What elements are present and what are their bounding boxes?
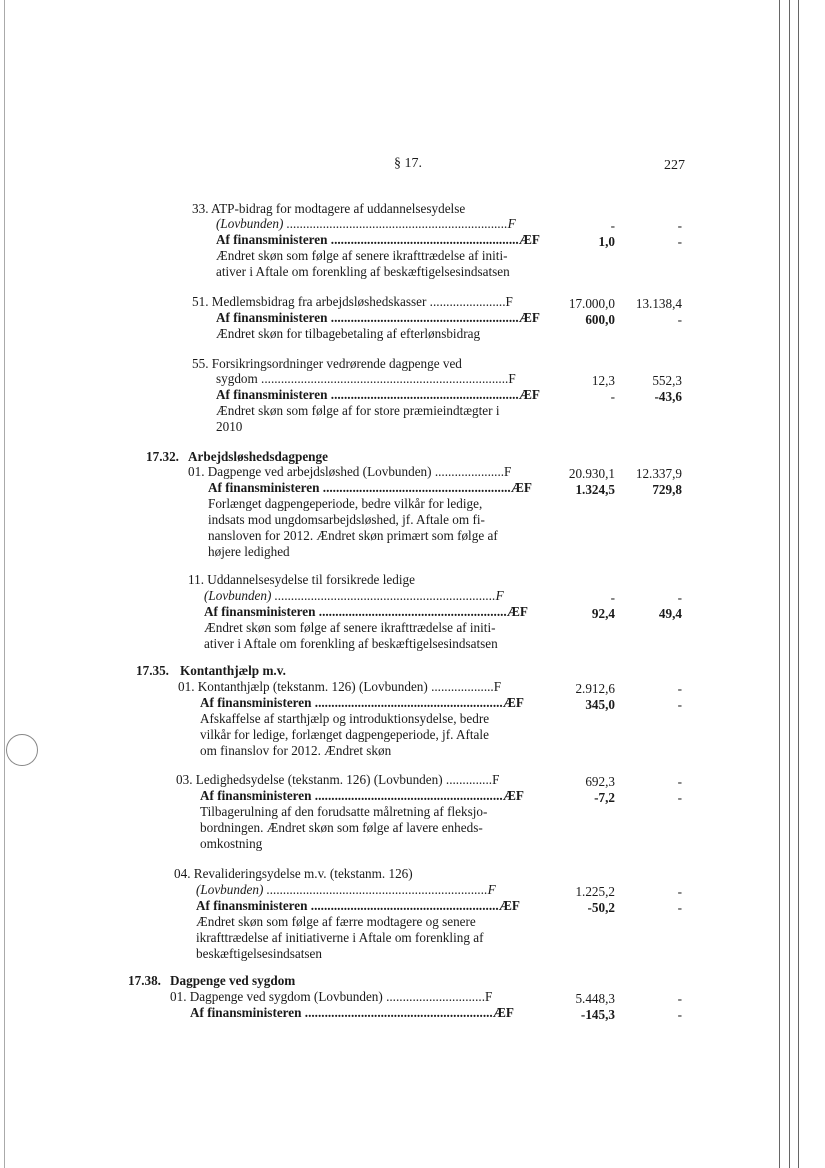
value-ae-col2: - (677, 697, 682, 712)
section-title: Dagpenge ved sygdom (170, 973, 296, 988)
value-ae-col2: 729,8 (652, 482, 682, 497)
value-ae-col1: -50,2 (587, 900, 615, 915)
item-line-ae: Af finansministeren .........................................................ÆF (216, 232, 540, 247)
value-f-col1: 17.000,0 (568, 296, 615, 311)
item-line-ae: Af finansministeren .........................................................ÆF (204, 604, 528, 619)
item-line-ae: Af finansministeren .........................................................ÆF (216, 310, 540, 325)
value-ae-col1: 1,0 (598, 234, 615, 249)
item-note: indsats mod ungdomsarbejdsløshed, jf. Aftale om fi- (208, 512, 485, 527)
value-ae-col2: 49,4 (658, 606, 682, 621)
value-ae-col2: - (677, 790, 682, 805)
scan-edge-line (779, 0, 780, 1168)
value-f-col1: 2.912,6 (575, 681, 615, 696)
item-line-ae: Af finansministeren .........................................................ÆF (200, 695, 524, 710)
value-f-col1: - (610, 590, 615, 605)
section-title: Arbejdsløshedsdagpenge (188, 449, 328, 464)
item-line-ae: Af finansministeren .........................................................ÆF (208, 480, 532, 495)
value-ae-col1: 92,4 (591, 606, 615, 621)
item-title: 55. Forsikringsordninger vedrørende dagpenge ved (192, 356, 462, 371)
value-ae-col1: 1.324,5 (575, 482, 615, 497)
value-f-col1: 5.448,3 (575, 991, 615, 1006)
value-ae-col1: 345,0 (585, 697, 615, 712)
value-f-col2: - (677, 991, 682, 1006)
item-note: Ændret skøn for tilbagebetaling af efterlønsbidrag (216, 326, 481, 341)
scan-edge-line (798, 0, 799, 1168)
section-title: Kontanthjælp m.v. (180, 663, 286, 678)
item-title: 33. ATP-bidrag for modtagere af uddannelsesydelse (192, 201, 466, 216)
value-f-col2: - (677, 884, 682, 899)
item-note: Tilbagerulning af den forudsatte målretning af fleksjo- (200, 804, 488, 819)
item-note: ativer i Aftale om forenkling af beskæftigelsesindsatsen (216, 264, 510, 279)
item-line-ae: Af finansministeren .........................................................ÆF (216, 387, 540, 402)
item-note: 2010 (216, 419, 243, 434)
item-note: vilkår for ledige, forlænget dagpengeperiode, jf. Aftale (200, 727, 489, 742)
item-note: Ændret skøn som følge af færre modtagere og senere (196, 914, 476, 929)
value-f-col1: 12,3 (591, 373, 615, 388)
item-note: Ændret skøn som følge af senere ikrafttrædelse af initi- (216, 248, 508, 263)
value-ae-col2: - (677, 900, 682, 915)
section-number: 17.38. (128, 973, 161, 988)
item-note: omkostning (200, 836, 263, 851)
item-line-ae: Af finansministeren .........................................................ÆF (196, 898, 520, 913)
item-note: beskæftigelsesindsatsen (196, 946, 322, 961)
item-note: Ændret skøn som følge af for store præmieindtægter i (216, 403, 500, 418)
item-note: Ændret skøn som følge af senere ikrafttrædelse af initi- (204, 620, 496, 635)
value-f-col2: - (677, 218, 682, 233)
section-number: 17.32. (146, 449, 179, 464)
item-line-f: sygdom ...........................................................................F (216, 371, 516, 386)
section-number: 17.35. (136, 663, 169, 678)
item-note: Afskaffelse af starthjælp og introduktionsydelse, bedre (200, 711, 490, 726)
item-line-f: (Lovbunden) ...................................................................F (216, 216, 516, 231)
item-note: højere ledighed (208, 544, 290, 559)
value-ae-col2: -43,6 (654, 389, 682, 404)
item-title: 01. Dagpenge ved arbejdsløshed (Lovbunden) .....................F (188, 464, 512, 479)
page-section-header: § 17. (394, 156, 422, 171)
value-ae-col1: - (610, 389, 615, 404)
scan-edge-line (4, 0, 5, 1168)
value-f-col1: - (610, 218, 615, 233)
value-f-col2: 552,3 (652, 373, 682, 388)
item-line-ae: Af finansministeren .........................................................ÆF (200, 788, 524, 803)
value-f-col2: - (677, 681, 682, 696)
item-note: Forlænget dagpengeperiode, bedre vilkår for ledige, (208, 496, 483, 511)
value-f-col2: 13.138,4 (635, 296, 682, 311)
value-ae-col2: - (677, 234, 682, 249)
item-note: ikrafttrædelse af initiativerne i Aftale om forenkling af (196, 930, 484, 945)
item-line-f: (Lovbunden) ...................................................................F (196, 882, 496, 897)
item-title: 11. Uddannelsesydelse til forsikrede ledige (188, 572, 415, 587)
item-line-f: (Lovbunden) ...................................................................F (204, 588, 504, 603)
item-note: nansloven for 2012. Ændret skøn primært som følge af (208, 528, 498, 543)
value-f-col1: 20.930,1 (568, 466, 615, 481)
value-f-col1: 692,3 (585, 774, 615, 789)
scan-edge-line (789, 0, 790, 1168)
item-note: bordningen. Ændret skøn som følge af lavere enheds- (200, 820, 483, 835)
item-title: 01. Dagpenge ved sygdom (Lovbunden) ..............................F (170, 989, 493, 1004)
page-number: 227 (664, 158, 685, 173)
value-f-col2: - (677, 590, 682, 605)
item-line-ae: Af finansministeren .........................................................ÆF (190, 1005, 514, 1020)
value-f-col1: 1.225,2 (575, 884, 615, 899)
item-title: 01. Kontanthjælp (tekstanm. 126) (Lovbunden) ...................F (178, 679, 502, 694)
punch-hole-mark (6, 734, 38, 766)
value-ae-col2: - (677, 1007, 682, 1022)
value-ae-col1: 600,0 (585, 312, 615, 327)
value-ae-col2: - (677, 312, 682, 327)
value-ae-col1: -145,3 (580, 1007, 615, 1022)
item-note: ativer i Aftale om forenkling af beskæftigelsesindsatsen (204, 636, 498, 651)
value-f-col2: 12.337,9 (635, 466, 682, 481)
item-note: om finanslov for 2012. Ændret skøn (200, 743, 392, 758)
item-title: 04. Revalideringsydelse m.v. (tekstanm. 126) (174, 866, 413, 881)
value-ae-col1: -7,2 (594, 790, 615, 805)
item-title: 51. Medlemsbidrag fra arbejdsløshedskasser .......................F (192, 294, 513, 309)
value-f-col2: - (677, 774, 682, 789)
item-title: 03. Ledighedsydelse (tekstanm. 126) (Lovbunden) ..............F (176, 772, 500, 787)
